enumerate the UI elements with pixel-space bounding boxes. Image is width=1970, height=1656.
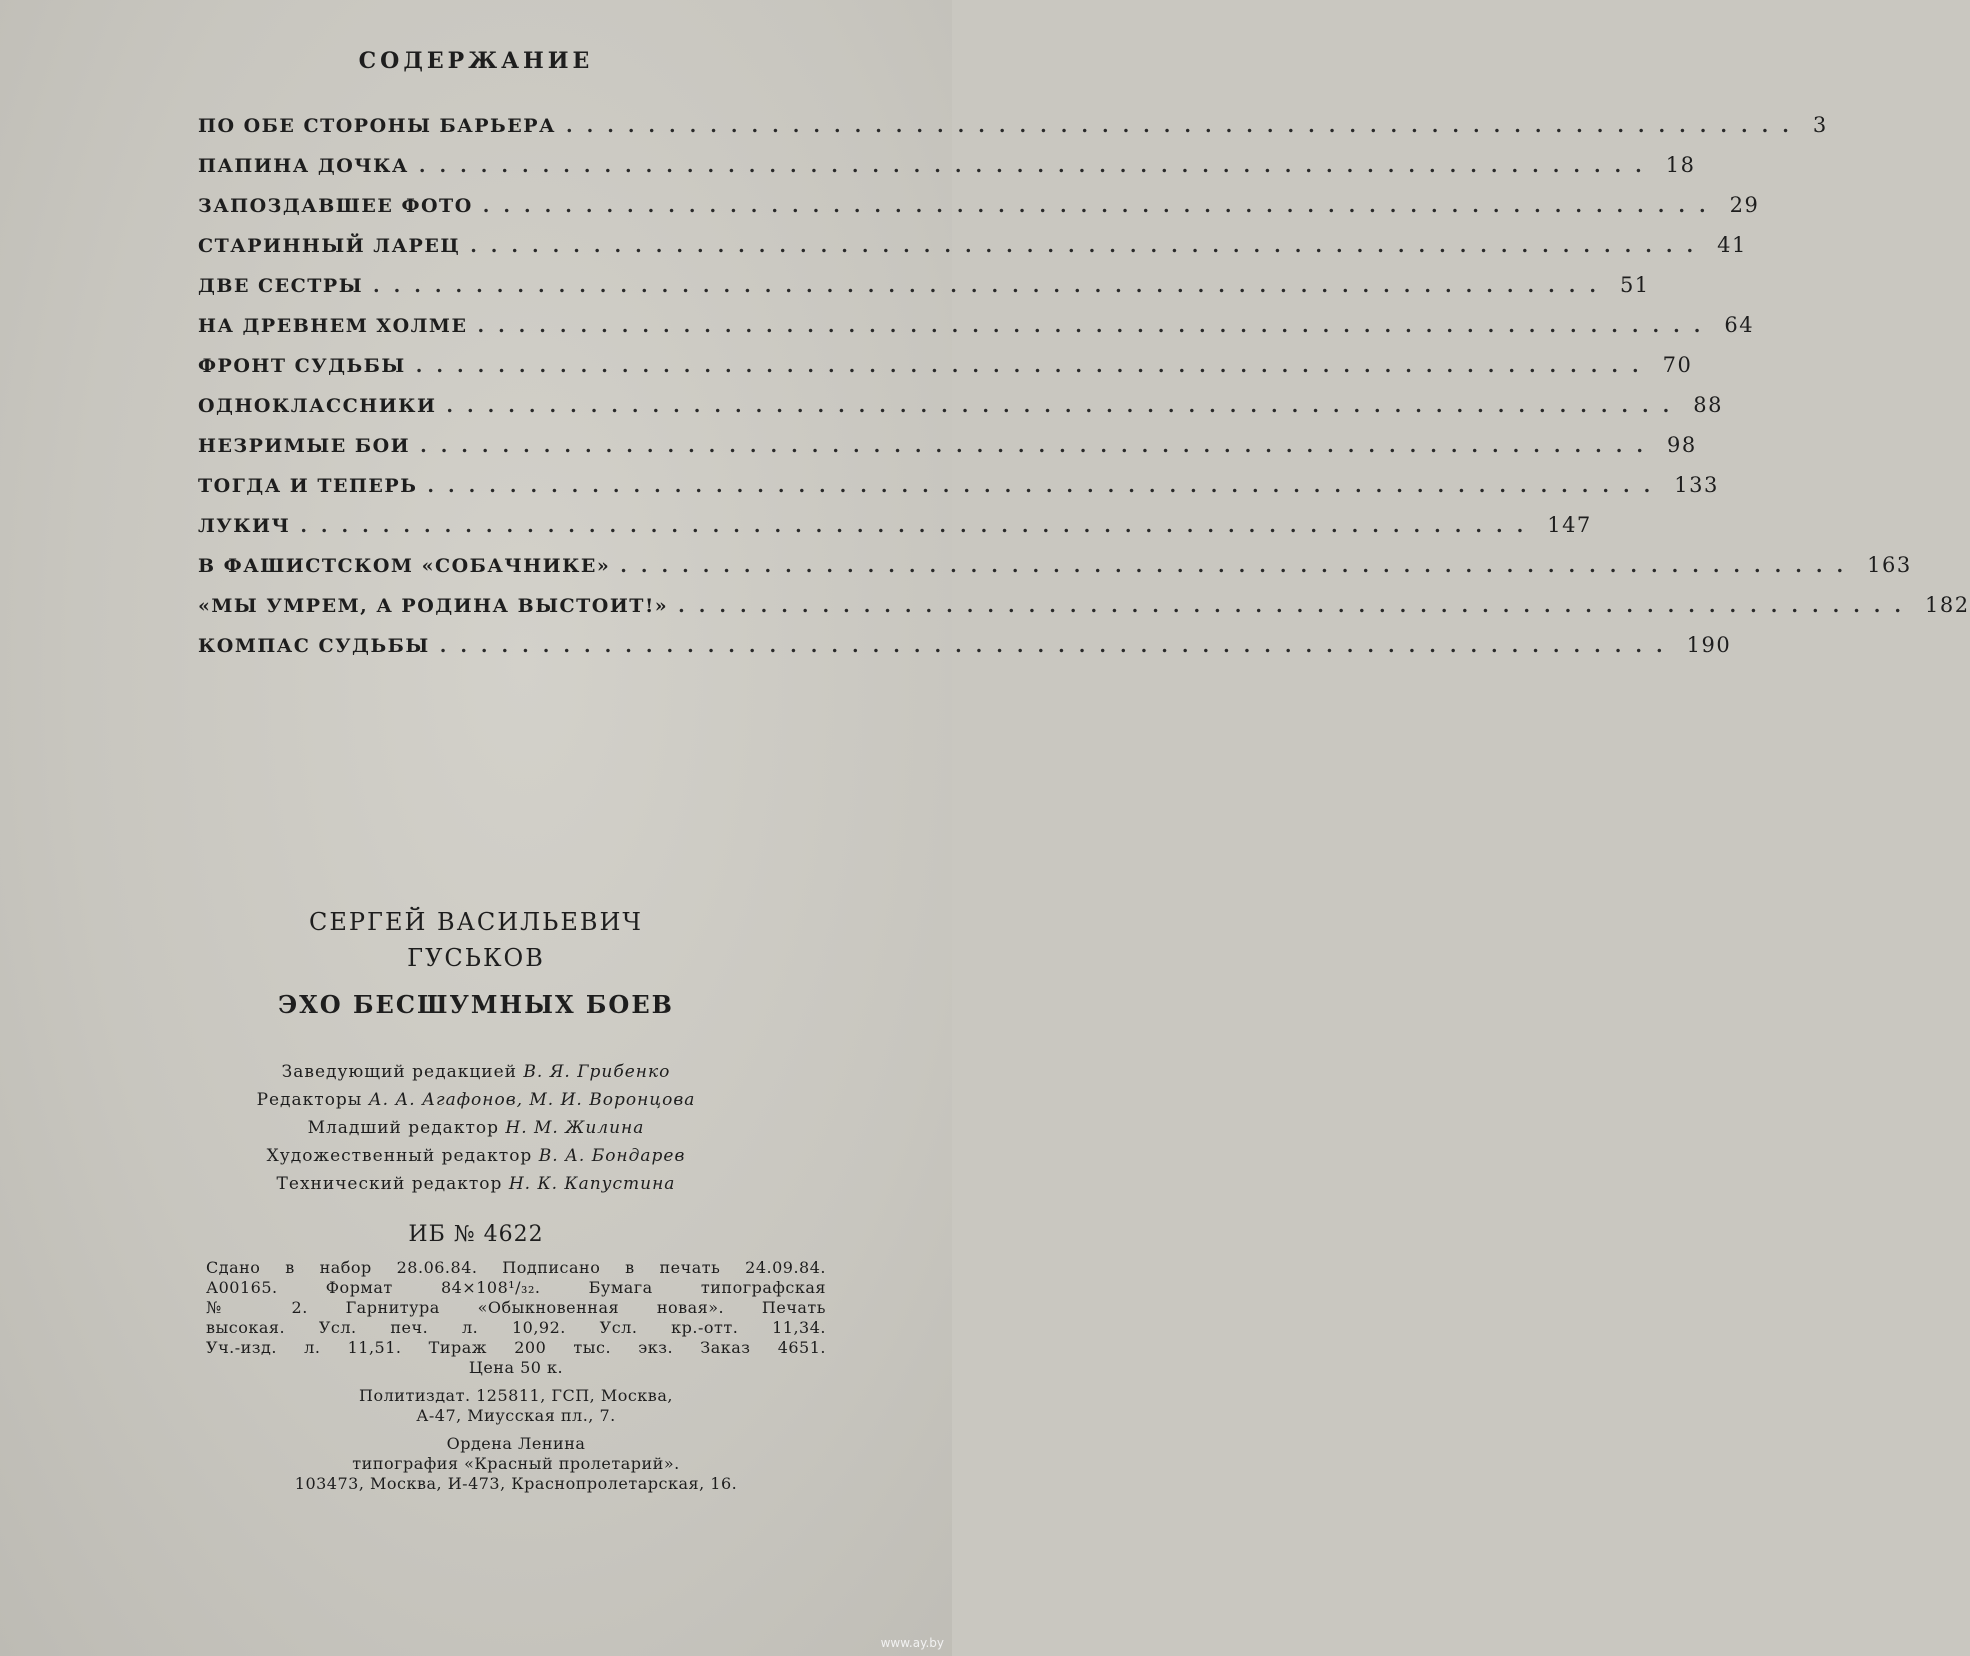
toc-entry-page: 51 (1619, 273, 1650, 297)
toc-leader-dots: ............................................................ (415, 355, 1653, 377)
toc-entry-page: 70 (1662, 353, 1693, 377)
toc-leader-dots: ............................................................ (446, 395, 1684, 417)
toc-entry (198, 513, 1592, 553)
toc-entry (198, 633, 1732, 673)
toc-entry-title: ПО ОБЕ СТОРОНЫ БАРЬЕРА (198, 115, 556, 137)
toc-leader-dots: ............................................................ (678, 595, 1916, 617)
toc-entry (198, 553, 1912, 593)
toc-leader-dots: ............................................................ (477, 315, 1715, 337)
toc-entry (198, 273, 1650, 313)
imprint-line: Уч.-изд. л. 11,51. Тираж 200 тыс. экз. Заказ 4651. (206, 1338, 826, 1357)
book-title: ЭХО БЕСШУМНЫХ БОЕВ (278, 990, 674, 1019)
imprint-line: высокая. Усл. печ. л. 10,92. Усл. кр.-отт. 11,34. (206, 1318, 826, 1337)
watermark: www.ay.by (880, 1636, 944, 1650)
table-of-contents (198, 113, 1970, 673)
toc-entry (198, 153, 1696, 193)
toc-leader-dots: ............................................................ (439, 635, 1677, 657)
credit-line: Младший редактор Н. М. Жилина (307, 1118, 645, 1138)
toc-entry-page: 88 (1693, 393, 1724, 417)
toc-entry (198, 233, 1747, 273)
toc-heading: СОДЕРЖАНИЕ (358, 48, 594, 74)
toc-entry-page: 147 (1547, 513, 1592, 537)
toc-entry (198, 313, 1755, 353)
price: Цена 50 к. (468, 1358, 564, 1377)
toc-entry-page: 41 (1717, 233, 1747, 257)
toc-leader-dots: ............................................................ (427, 475, 1665, 497)
toc-entry-page: 3 (1812, 113, 1828, 137)
toc-entry-page: 64 (1724, 313, 1755, 337)
toc-entry (198, 113, 1828, 153)
credits-block (0, 1058, 952, 1198)
toc-entry-title: ФРОНТ СУДЬБЫ (198, 355, 406, 377)
imprint-line: Сдано в набор 28.06.84. Подписано в печать 24.09.84. (206, 1258, 826, 1277)
toc-entry-page: 133 (1674, 473, 1719, 497)
toc-entry-title: ЛУКИЧ (198, 515, 291, 537)
toc-leader-dots: ............................................................ (300, 515, 1538, 537)
credit-line: Художественный редактор В. А. Бондарев (266, 1146, 686, 1166)
toc-entry (198, 433, 1697, 473)
toc-entry-page: 190 (1686, 633, 1732, 657)
toc-entry (198, 393, 1724, 433)
toc-entry-page: 182 (1925, 593, 1970, 617)
toc-leader-dots: ............................................................ (418, 155, 1656, 177)
toc-entry-title: ПАПИНА ДОЧКА (198, 155, 409, 177)
toc-entry-title: ДВЕ СЕСТРЫ (198, 275, 364, 297)
toc-entry-title: ТОГДА И ТЕПЕРЬ (198, 475, 418, 497)
toc-entry-title: НЕЗРИМЫЕ БОИ (198, 435, 411, 457)
publisher-line: А-47, Миусская пл., 7. (416, 1406, 616, 1425)
toc-entry (198, 193, 1760, 233)
toc-leader-dots: ............................................................ (470, 235, 1708, 257)
author-surname: ГУСЬКОВ (407, 944, 545, 972)
toc-leader-dots: ............................................................ (565, 115, 1803, 137)
printer-line: типография «Красный пролетарий». (352, 1454, 680, 1473)
credit-line: Технический редактор Н. К. Капустина (276, 1174, 676, 1194)
credit-line: Заведующий редакцией В. Я. Грибенко (281, 1062, 671, 1082)
toc-leader-dots: ............................................................ (620, 555, 1858, 577)
toc-entry-page: 98 (1666, 433, 1697, 457)
imprint-line: А00165. Формат 84×108¹/₃₂. Бумага типографская (206, 1278, 826, 1297)
ib-number: ИБ № 4622 (408, 1222, 544, 1247)
toc-entry-page: 163 (1867, 553, 1912, 577)
toc-entry-title: НА ДРЕВНЕМ ХОЛМЕ (198, 315, 468, 337)
toc-entry-title: ЗАПОЗДАВШЕЕ ФОТО (198, 195, 473, 217)
toc-entry-title: «МЫ УМРЕМ, А РОДИНА ВЫСТОИТ!» (198, 595, 669, 617)
toc-entry (198, 593, 1970, 633)
toc-entry-page: 29 (1729, 193, 1760, 217)
toc-leader-dots: ............................................................ (420, 435, 1657, 457)
toc-entry-page: 18 (1665, 153, 1696, 177)
toc-leader-dots: ............................................................ (482, 195, 1720, 217)
imprint-line: № 2. Гарнитура «Обыкновенная новая». Печать (206, 1298, 826, 1317)
credit-line: Редакторы А. А. Агафонов, М. И. Воронцова (256, 1090, 696, 1110)
imprint-block (206, 1258, 826, 1494)
printer-line: 103473, Москва, И-473, Краснопролетарская, 16. (294, 1474, 738, 1493)
printer-line: Ордена Ленина (446, 1434, 586, 1453)
toc-entry-title: ОДНОКЛАССНИКИ (198, 395, 437, 417)
publisher-line: Политиздат. 125811, ГСП, Москва, (359, 1386, 673, 1405)
author-name-first: СЕРГЕЙ ВАСИЛЬЕВИЧ (309, 908, 643, 936)
toc-entry (198, 353, 1693, 393)
toc-entry-title: КОМПАС СУДЬБЫ (198, 635, 430, 657)
toc-entry-title: В ФАШИСТСКОМ «СОБАЧНИКЕ» (198, 555, 611, 577)
toc-entry (198, 473, 1719, 513)
toc-leader-dots: ............................................................ (373, 275, 1610, 297)
toc-entry-title: СТАРИННЫЙ ЛАРЕЦ (198, 235, 461, 257)
